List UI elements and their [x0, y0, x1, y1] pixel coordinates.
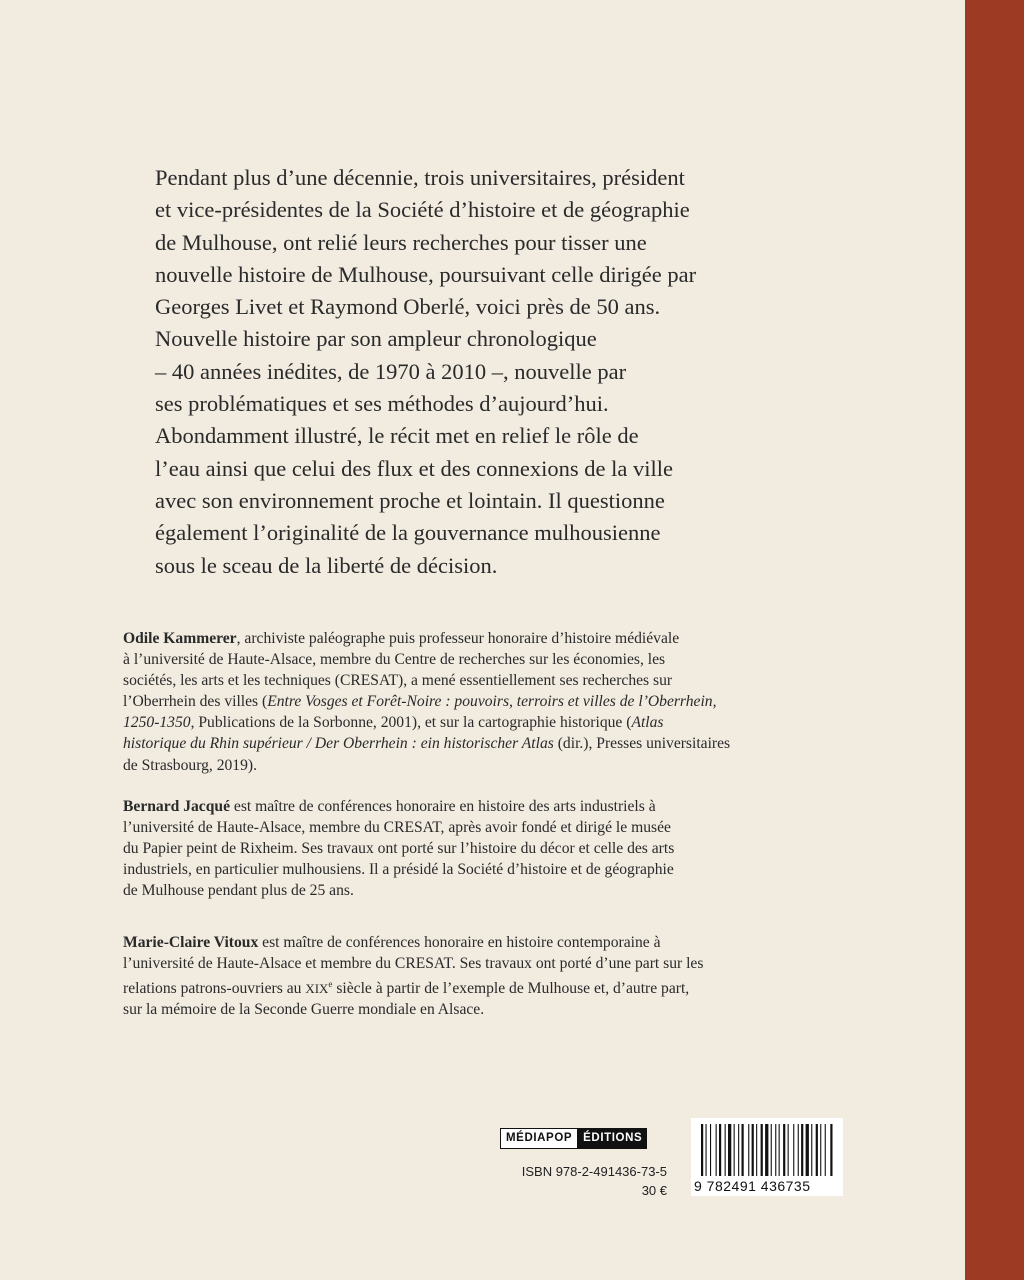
intro-line: et vice-présidentes de la Société d’histoire et de géographie [155, 197, 690, 223]
barcode-bar [738, 1124, 739, 1176]
author-bio-kammerer [123, 628, 868, 776]
logo-right: ÉDITIONS [578, 1128, 647, 1149]
barcode-bar [742, 1124, 744, 1176]
bio-line: industriels, en particulier mulhousiens. Il a présidé la Société d’histoire et de géographie [123, 861, 674, 879]
barcode-bar [771, 1124, 772, 1176]
intro-line: Pendant plus d’une décennie, trois universitaires, président [155, 165, 685, 190]
barcode-bar [701, 1124, 703, 1176]
bio-line: à l’université de Haute-Alsace, membre du Centre de recherches sur les économies, les [123, 651, 666, 669]
barcode-bar [806, 1124, 809, 1176]
bio-text: est maître de conférences honoraire en histoire des arts industriels à [230, 798, 656, 815]
barcode-bar [788, 1124, 789, 1176]
bio-line: l’université de Haute-Alsace, membre du CRESAT, après avoir fondé et dirigé le musée [123, 819, 671, 837]
barcode-bar [725, 1124, 726, 1176]
bio-text: est maître de conférences honoraire en histoire contemporaine à [258, 934, 661, 951]
barcode-bar [728, 1124, 731, 1176]
barcode-bars [697, 1124, 837, 1176]
barcode-bar [801, 1124, 803, 1176]
price-label: 30 € [641, 1183, 667, 1198]
barcode-bar [761, 1124, 763, 1176]
barcode-bar [719, 1124, 721, 1176]
barcode [691, 1118, 843, 1196]
book-title: Atlas [631, 714, 664, 732]
barcode-bar [793, 1124, 794, 1176]
barcode-bar [830, 1124, 832, 1176]
barcode-bar [756, 1124, 757, 1176]
author-bio-jacque [123, 796, 868, 901]
intro-line: également l’originalité de la gouvernance mulhousienne [155, 520, 661, 546]
bio-text: , archiviste paléographe puis professeur honoraire d’histoire médiévale [236, 630, 680, 647]
barcode-bar [811, 1124, 812, 1176]
barcode-bar [716, 1124, 717, 1176]
century-numeral: XIX [305, 981, 329, 997]
bio-text: siècle à partir de l’exemple de Mulhouse et, d’autre part, [332, 980, 690, 998]
barcode-bar [783, 1124, 785, 1176]
barcode-bar [752, 1124, 754, 1176]
bio-text: (dir.), Presses universitaires [553, 735, 731, 753]
intro-line: Nouvelle histoire par son ampleur chronologique [155, 326, 597, 352]
barcode-bar [775, 1124, 776, 1176]
barcode-bar [825, 1124, 826, 1176]
spine-band [965, 0, 1024, 1280]
barcode-bar [820, 1124, 821, 1176]
author-name: Bernard Jacqué [123, 798, 230, 815]
barcode-bar [710, 1124, 711, 1176]
barcode-bar [816, 1124, 818, 1176]
barcode-bar [734, 1124, 735, 1176]
intro-line: de Mulhouse, ont relié leurs recherches pour tisser une [155, 229, 647, 255]
bio-line: du Papier peint de Rixheim. Ses travaux ont porté sur l’histoire du décor et celle des arts [123, 840, 675, 858]
book-title: Entre Vosges et Forêt-Noire : pouvoirs, terroirs et villes de l’Oberrhein, [267, 693, 717, 711]
barcode-digits: 9 782491 436735 [694, 1178, 811, 1194]
intro-line: avec son environnement proche et lointain. Il questionne [155, 487, 665, 513]
bio-text: l’Oberrhein des villes ( [123, 693, 268, 711]
bio-line: de Mulhouse pendant plus de 25 ans. [123, 882, 354, 900]
book-title: historique du Rhin supérieur / Der Oberrhein : ein historischer Atlas [123, 735, 554, 753]
bio-line: de Strasbourg, 2019). [123, 756, 257, 774]
bio-text: relations patrons-ouvriers au [123, 980, 306, 998]
book-title: 1250-1350 [123, 714, 191, 732]
barcode-bar [779, 1124, 780, 1176]
author-name: Marie-Claire Vitoux [123, 934, 259, 951]
barcode-bar [798, 1124, 799, 1176]
barcode-bar [765, 1124, 768, 1176]
isbn-label: ISBN 978-2-491436-73-5 [521, 1164, 667, 1179]
bio-line: sur la mémoire de la Seconde Guerre mondiale en Alsace. [123, 1001, 485, 1019]
intro-line: – 40 années inédites, de 1970 à 2010 –, nouvelle par [155, 358, 627, 384]
barcode-bar [748, 1124, 749, 1176]
superscript: e [328, 979, 333, 990]
author-bio-vitoux [123, 932, 868, 1021]
bio-text: , Publications de la Sorbonne, 2001), et sur la cartographie historique ( [190, 714, 632, 732]
intro-paragraph [155, 162, 875, 582]
isbn-block [522, 1162, 667, 1200]
bio-line: sociétés, les arts et les techniques (CRESAT), a mené essentiellement ses recherches sur [123, 672, 673, 690]
author-name: Odile Kammerer [123, 630, 237, 647]
barcode-bar [706, 1124, 707, 1176]
publisher-logo [500, 1128, 647, 1149]
intro-line: Georges Livet et Raymond Oberlé, voici près de 50 ans. [155, 294, 661, 320]
intro-line: l’eau ainsi que celui des flux et des connexions de la ville [155, 455, 673, 481]
intro-line: ses problématiques et ses méthodes d’aujourd’hui. [155, 391, 609, 417]
intro-line: sous le sceau de la liberté de décision. [155, 552, 498, 578]
bio-line: l’université de Haute-Alsace et membre du CRESAT. Ses travaux ont porté d’une part sur les [123, 955, 704, 973]
intro-line: Abondamment illustré, le récit met en relief le rôle de [155, 423, 639, 449]
logo-left: MÉDIAPOP [500, 1128, 578, 1149]
intro-line: nouvelle histoire de Mulhouse, poursuivant celle dirigée par [155, 261, 697, 287]
